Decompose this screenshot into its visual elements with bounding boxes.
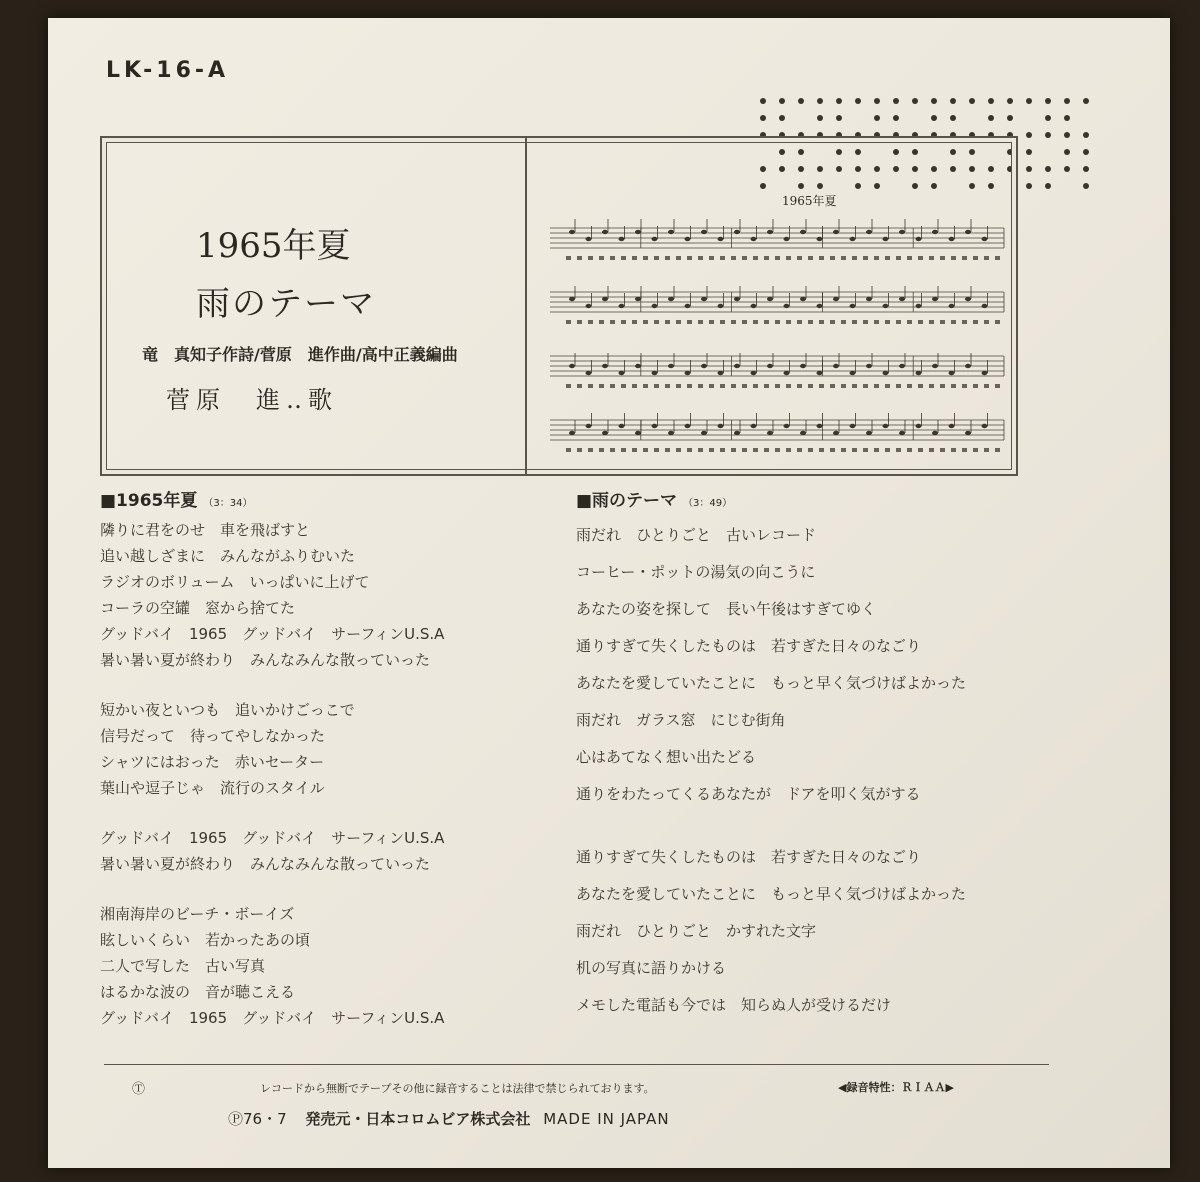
song1-lyric-line: 暑い暑い夏が終わり みんなみんな散っていった	[100, 651, 431, 669]
song1-lyric-line: シャツにはおった 赤いセーター	[100, 753, 325, 771]
song2-lyric-line: 心はあてなく想い出たどる	[576, 748, 757, 766]
song1-lyric-line: 葉山や逗子じゃ 流行のスタイル	[100, 779, 325, 797]
song1-lyric-line: グッドバイ 1965 グッドバイ サーフィンU.S.A	[100, 625, 445, 643]
song2-lyric-line: 雨だれ ガラス窓 にじむ街角	[576, 711, 786, 729]
song1-duration: （3：34）	[203, 498, 253, 509]
song2-heading	[576, 486, 966, 511]
song2-duration: （3：49）	[683, 498, 733, 509]
stanza-gap	[576, 813, 966, 839]
publisher: 発売元・日本コロムビア株式会社	[305, 1110, 531, 1128]
song1-stanzas	[100, 517, 444, 1031]
song2-heading-text: ■雨のテーマ	[576, 491, 678, 511]
riaa-label: ◀録音特性：ＲＩＡＡ▶	[838, 1081, 954, 1094]
song-title-1: 1965年夏	[196, 226, 351, 266]
song2-stanzas	[576, 517, 966, 1024]
song2-lyric-line: 通りすぎて失くしたものは 若すぎた日々のなごり	[576, 637, 922, 655]
song2-lyric-line: メモした電話も今では 知らぬ人が受けるだけ	[576, 996, 892, 1014]
song1-lyric-line: 湘南海岸のビーチ・ボーイズ	[100, 905, 295, 923]
title-box	[100, 136, 1018, 476]
song2-lyric-line: 雨だれ ひとりごと 古いレコード	[576, 526, 817, 544]
made-in: MADE IN JAPAN	[543, 1110, 670, 1128]
credits: 竜 真知子作詩/菅原 進作曲/高中正義編曲	[142, 345, 458, 364]
catalog-number: LK-16-A	[106, 58, 230, 83]
song1-lyric-line: 隣りに君をのせ 車を飛ばすと	[100, 521, 311, 539]
song1-lyric-line: コーラの空罐 窓から捨てた	[100, 599, 296, 617]
score-title: 1965年夏	[782, 194, 837, 208]
song2-lyric-line: 通りをわたってくるあなたが ドアを叩く気がする	[576, 785, 921, 803]
song2-lyric-line: あなたを愛していたことに もっと早く気づけばよかった	[576, 885, 967, 903]
song2-lyric-line: 通りすぎて失くしたものは 若すぎた日々のなごり	[576, 848, 922, 866]
song1-heading	[100, 486, 444, 511]
song2-lyrics	[576, 486, 966, 1024]
stanza-gap	[100, 801, 444, 825]
record-sleeve	[48, 18, 1170, 1168]
box-divider	[525, 138, 527, 474]
song2-lyric-line: あなたの姿を探して 長い午後はすぎてゆく	[576, 600, 877, 618]
song2-lyric-line: 机の写真に語りかける	[576, 959, 727, 977]
music-staves	[542, 168, 1012, 468]
song1-lyric-line: 信号だって 待ってやしなかった	[100, 727, 326, 745]
song-title-2: 雨のテーマ	[196, 284, 376, 324]
song1-lyric-line: 眩しいくらい 若かったあの頃	[100, 931, 311, 949]
song1-lyric-line: 暑い暑い夏が終わり みんなみんな散っていった	[100, 855, 431, 873]
stanza-gap	[100, 673, 444, 697]
stanza-gap	[100, 877, 444, 901]
singer: 菅原 進‥歌	[166, 386, 339, 414]
song1-lyric-line: ラジオのボリューム いっぱいに上げて	[100, 573, 370, 591]
publisher-line	[228, 1108, 670, 1129]
t-mark: Ⓣ	[132, 1082, 146, 1097]
footer-divider	[104, 1064, 1049, 1065]
song1-lyric-line: はるかな波の 音が聴こえる	[100, 983, 296, 1001]
copyright-notice: レコードから無断でテープその他に録音することは法律で禁じられております。	[260, 1082, 655, 1095]
song1-lyric-line: 追い越しざまに みんながふりむいた	[100, 547, 356, 565]
song1-lyric-line: 二人で写した 古い写真	[100, 957, 266, 975]
song1-lyric-line: グッドバイ 1965 グッドバイ サーフィンU.S.A	[100, 829, 445, 847]
song2-lyric-line: コーヒー・ポットの湯気の向こうに	[576, 563, 816, 581]
sheet-music	[542, 168, 1012, 468]
song1-lyrics	[100, 486, 444, 1031]
song1-lyric-line: グッドバイ 1965 グッドバイ サーフィンU.S.A	[100, 1009, 445, 1027]
song2-lyric-line: 雨だれ ひとりごと かすれた文字	[576, 922, 817, 940]
p-date: Ⓟ76・7	[228, 1110, 287, 1128]
song2-lyric-line: あなたを愛していたことに もっと早く気づけばよかった	[576, 674, 967, 692]
song1-heading-text: ■1965年夏	[100, 491, 198, 511]
song1-lyric-line: 短かい夜といつも 追いかけごっこで	[100, 701, 355, 719]
